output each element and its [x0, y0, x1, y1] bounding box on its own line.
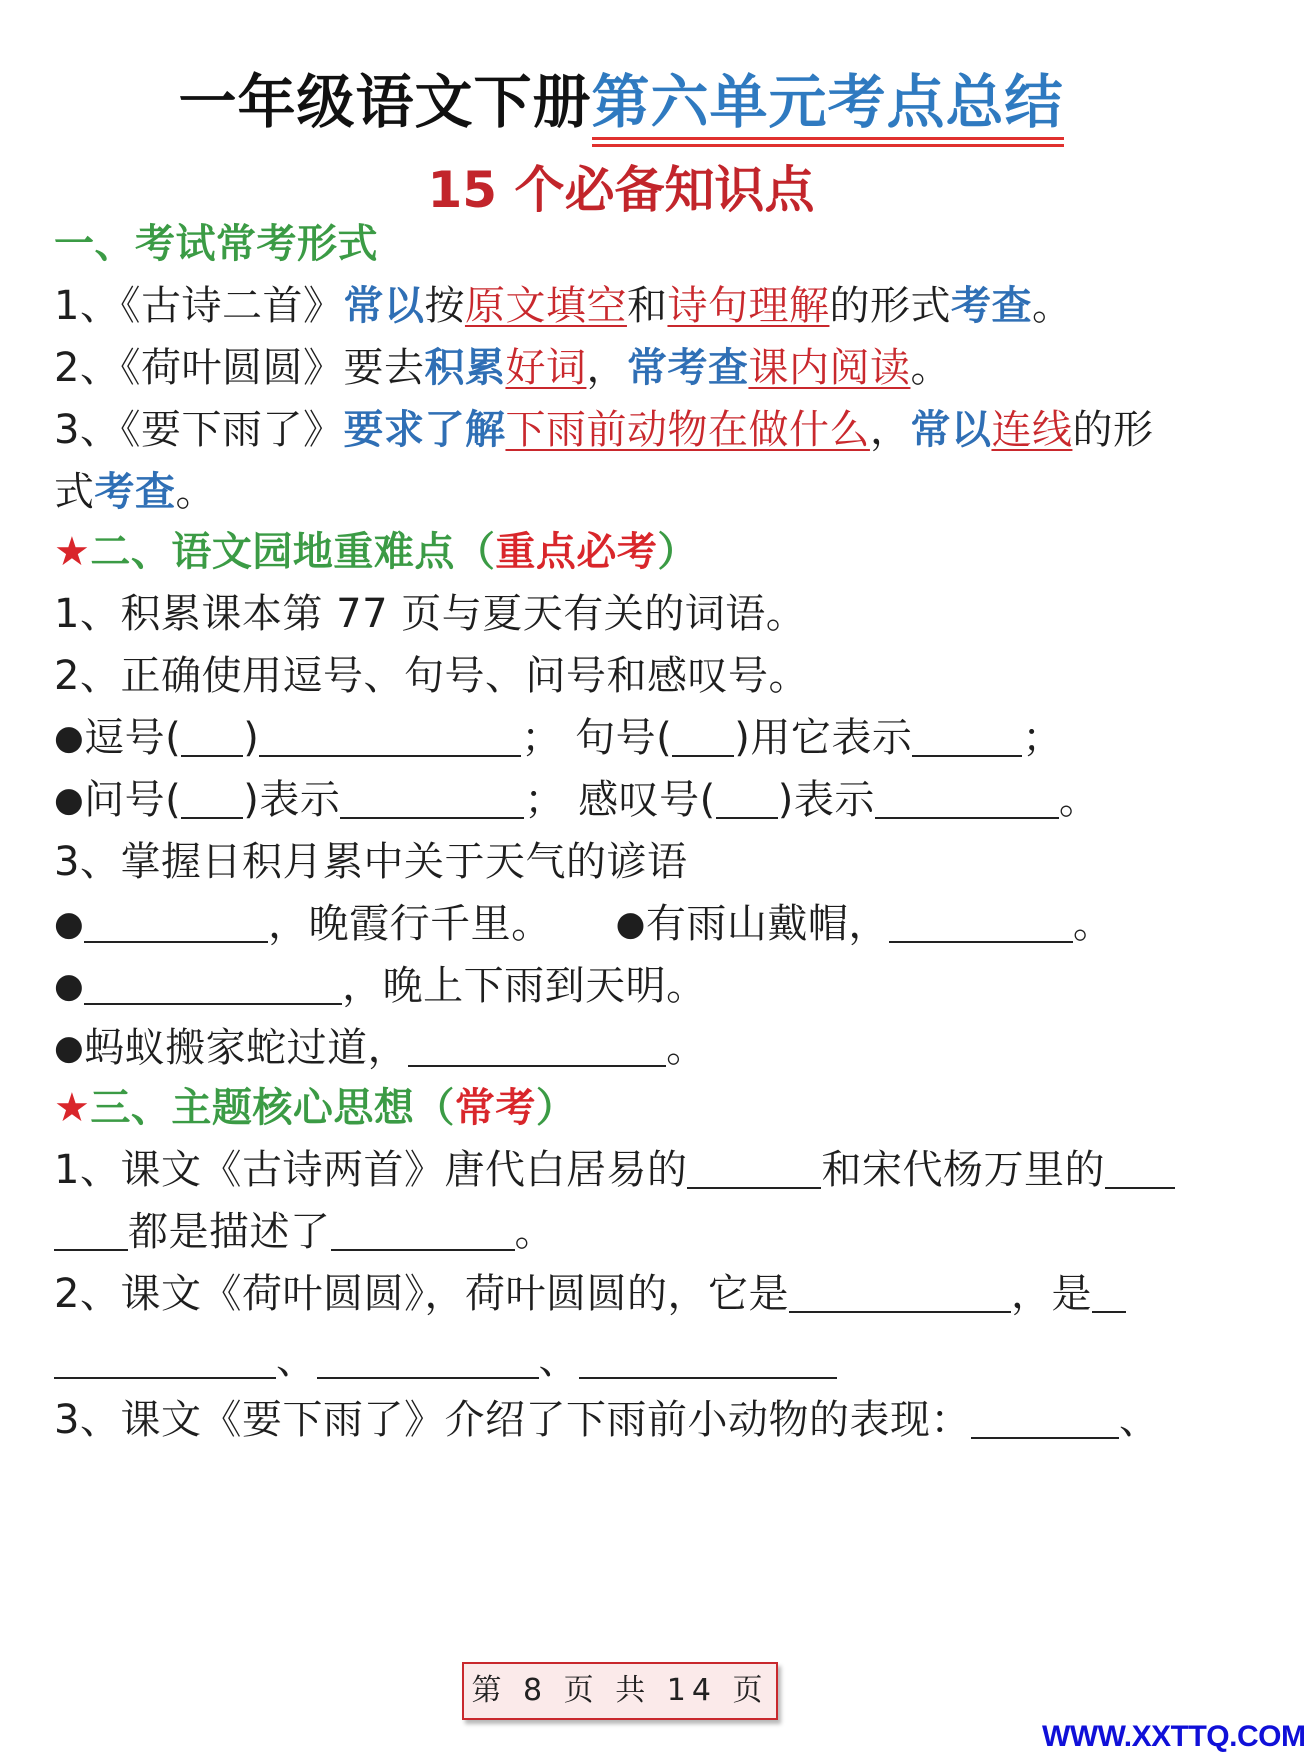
fill-blank[interactable] [1105, 1147, 1175, 1189]
text: ) [243, 715, 260, 761]
section-1-item-3 [54, 402, 1153, 458]
fill-blank[interactable] [331, 1209, 515, 1251]
page-title [0, 62, 1242, 142]
fill-blank[interactable] [408, 1025, 666, 1067]
bullet-icon: ● [54, 966, 85, 1006]
fill-blank[interactable] [716, 777, 778, 819]
text-emphasis: 考查 [950, 283, 1032, 329]
heading-text: ） [535, 1085, 577, 1131]
text-underlined: 原文填空 [464, 283, 627, 329]
fill-blank[interactable] [1092, 1271, 1126, 1313]
fill-blank[interactable] [579, 1337, 837, 1379]
text: 、 [276, 1337, 317, 1383]
section-3-item-2 [54, 1266, 1126, 1322]
text-emphasis: 积累 [424, 345, 506, 391]
text-underlined: 好词 [505, 345, 587, 391]
star-icon: ★ [54, 529, 91, 575]
text: ， [869, 407, 911, 453]
text: )表示 [777, 777, 875, 823]
text-underlined: 连线 [991, 407, 1073, 453]
fill-blank[interactable] [181, 777, 243, 819]
fill-blank[interactable] [789, 1271, 1011, 1313]
fill-blank[interactable] [875, 777, 1059, 819]
proverb-row-3 [54, 1020, 707, 1076]
text-emphasis: 常考查 [626, 345, 749, 391]
heading-highlight: 重点必考 [495, 529, 658, 575]
fill-blank[interactable] [54, 1209, 128, 1251]
section-3-item-3 [54, 1392, 1159, 1448]
bullet-icon: ● [54, 780, 85, 820]
text: 1、《古诗二首》 [54, 283, 344, 329]
heading-text: ） [657, 529, 698, 575]
text-underlined: 下雨前动物在做什么 [505, 407, 870, 453]
fill-blank[interactable] [672, 715, 734, 757]
text: 和宋代杨万里的 [821, 1147, 1105, 1193]
punctuation-row-2 [54, 772, 1099, 828]
section-3-item-1-cont [54, 1204, 555, 1260]
text: ，是 [1010, 1271, 1092, 1317]
text: ， [586, 345, 627, 391]
text: 3、课文《要下雨了》介绍了下雨前小动物的表现： [54, 1397, 971, 1443]
text-emphasis: 常以 [343, 283, 425, 329]
fill-blank[interactable] [84, 963, 342, 1005]
page-subtitle: 15 个必备知识点 [427, 161, 815, 219]
text: 。 [910, 345, 951, 391]
proverb-row-2 [54, 958, 707, 1014]
section-2-item-1: 1、积累课本第 77 页与夏天有关的词语。 [54, 591, 807, 637]
text: 3、《要下雨了》 [54, 407, 344, 453]
heading-highlight: 常考 [454, 1085, 536, 1131]
bullet-icon: ● [54, 1028, 85, 1068]
text: ； 感叹号( [524, 777, 716, 823]
text: 按 [424, 283, 465, 329]
text: ，晚霞行千里。 [268, 901, 552, 947]
text-emphasis: 常以 [910, 407, 992, 453]
fill-blank[interactable] [687, 1147, 821, 1189]
text: 。 [666, 1025, 707, 1071]
heading-text: 三、主题核心思想（ [90, 1085, 455, 1131]
fill-blank[interactable] [340, 777, 524, 819]
text: 式 [54, 469, 95, 515]
text-underlined: 诗句理解 [667, 283, 830, 329]
bullet-icon: ● [54, 904, 85, 944]
text: ，晚上下雨到天明。 [342, 963, 707, 1009]
text: 的形 [1072, 407, 1154, 453]
site-watermark: WWW.XXTTQ.COM [1042, 1720, 1305, 1753]
text: 。 [1031, 283, 1073, 329]
bullet-icon: ● [615, 904, 646, 944]
fill-blank[interactable] [912, 715, 1022, 757]
text: 1、课文《古诗两首》唐代白居易的 [54, 1147, 688, 1193]
text: 、 [1118, 1397, 1160, 1443]
section-1-item-2 [54, 340, 951, 396]
fill-blank[interactable] [317, 1337, 539, 1379]
text: )用它表示 [734, 715, 913, 761]
text: 、 [538, 1337, 579, 1383]
section-1-item-3-cont [54, 464, 216, 520]
section-2-heading [54, 524, 698, 580]
fill-blank[interactable] [54, 1337, 276, 1379]
text: 2、课文《荷叶圆圆》，荷叶圆圆的，它是 [54, 1271, 789, 1317]
text: ； [1022, 715, 1063, 761]
punctuation-row-1 [54, 710, 1063, 766]
text: 。 [1058, 777, 1100, 823]
text-emphasis: 考查 [94, 469, 176, 515]
text: 问号( [84, 777, 182, 823]
fill-blank[interactable] [971, 1397, 1119, 1439]
text: 蚂蚁搬家蛇过道， [84, 1025, 409, 1071]
section-3-item-1 [54, 1142, 1175, 1198]
text: 。 [514, 1209, 555, 1255]
section-3-heading [54, 1080, 576, 1136]
fill-blank[interactable] [181, 715, 243, 757]
proverb-row-1 [54, 896, 1113, 952]
text: 都是描述了 [128, 1209, 331, 1255]
section-2-item-2: 2、正确使用逗号、句号、问号和感叹号。 [54, 653, 809, 699]
section-2-item-3: 3、掌握日积月累中关于天气的谚语 [54, 839, 688, 885]
fill-blank[interactable] [259, 715, 521, 757]
title-part-1: 一年级语文下册 [178, 68, 592, 136]
star-icon: ★ [54, 1085, 91, 1131]
text: 有雨山戴帽， [645, 901, 889, 947]
text: 的形式 [829, 283, 951, 329]
text: 。 [1072, 901, 1114, 947]
fill-blank[interactable] [84, 901, 268, 943]
title-part-2: 第六单元考点总结 [592, 68, 1064, 140]
fill-blank[interactable] [889, 901, 1073, 943]
text: )表示 [243, 777, 341, 823]
page-number-badge: 第 8 页 共 14 页 [462, 1662, 778, 1720]
text: ； 句号( [521, 715, 673, 761]
text-underlined: 课内阅读 [748, 345, 911, 391]
text: 。 [175, 469, 216, 515]
bullet-icon: ● [54, 718, 85, 758]
section-1-item-1 [54, 278, 1072, 334]
section-1-heading: 一、考试常考形式 [54, 221, 378, 267]
section-3-item-2-cont [54, 1332, 837, 1388]
text: 逗号( [84, 715, 182, 761]
text: 和 [626, 283, 668, 329]
text-emphasis: 要求了解 [343, 407, 506, 453]
heading-text: 二、语文园地重难点（ [90, 529, 496, 575]
text: 2、《荷叶圆圆》要去 [54, 345, 425, 391]
